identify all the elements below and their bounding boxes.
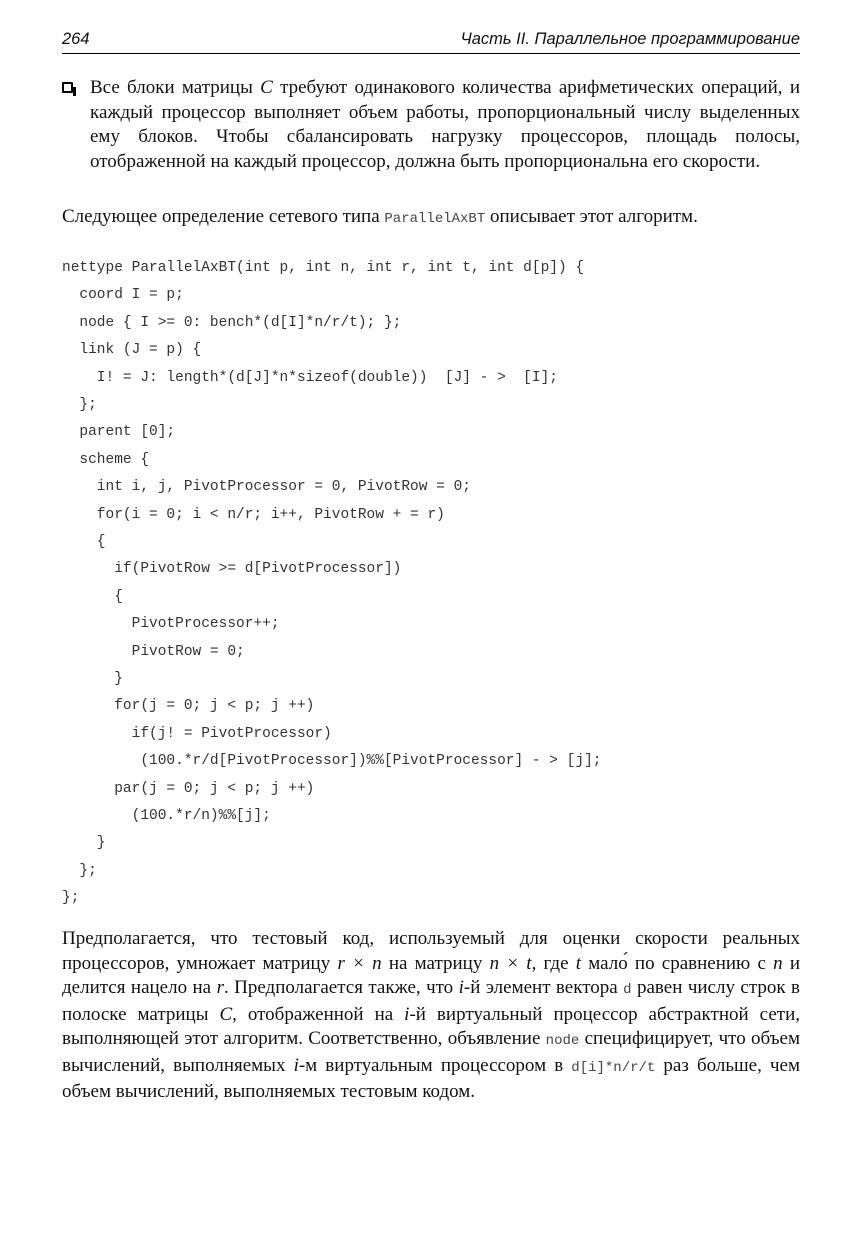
math-symbol: i [458, 977, 464, 998]
code-line: }; [62, 397, 97, 413]
math-symbol: i [293, 1054, 299, 1076]
math-symbol: C [219, 1003, 233, 1025]
math-expression: n × t [489, 952, 532, 974]
checkbox-bullet-icon [62, 82, 73, 93]
text-run: требуют одинакового количества арифметических операций, и каждый процессор выполняет объем работы, пропорциональный числу выделенных ему блоков. Чтобы сбалансировать нагрузку процессоров, площадь полосы, отображенной на каждый процессор, должна быть пропорциональна его скорости. [90, 77, 800, 172]
text-run: мало́ по сравнению с [581, 952, 774, 974]
inline-code: ParallelAxBT [384, 211, 486, 227]
code-line: (100.*r/d[PivotProcessor])%%[PivotProcessor] - > [j]; [62, 753, 602, 770]
bullet-text [90, 76, 800, 174]
code-line: }; [62, 862, 97, 879]
code-line: int i, j, PivotProcessor = 0, PivotRow = 0; [62, 479, 471, 496]
text-run: -й виртуальный процессор абстрактной сети, выполняющей этот алгоритм. Соответственно, объявление [62, 1003, 800, 1049]
math-symbol: n [773, 952, 783, 974]
text-run: , отображенной на [232, 1003, 405, 1025]
math-symbol: r [216, 977, 224, 998]
text-run: -й элемент вектора [463, 977, 624, 998]
text-run: на матрицу [381, 952, 490, 974]
code-line: scheme { [62, 451, 150, 468]
inline-code: node [545, 1033, 580, 1049]
code-line: for(j = 0; j < p; j ++) [62, 698, 315, 715]
code-line: if(j! = PivotProcessor) [62, 725, 332, 742]
inline-code: d[i]*n/r/t [571, 1059, 656, 1076]
code-line: parent [0]; [62, 424, 176, 441]
text-run: -м виртуальным процессором в [298, 1054, 572, 1076]
code-line: PivotProcessor++; [62, 616, 280, 633]
code-line: par(j = 0; j < p; j ++) [62, 780, 315, 797]
code-line: } [62, 835, 106, 852]
code-line: }; [62, 890, 80, 907]
inline-code: d [623, 982, 632, 998]
code-line: if(PivotRow >= d[PivotProcessor]) [62, 561, 402, 578]
math-symbol: C [260, 77, 273, 98]
math-expression: r × n [337, 952, 382, 974]
text-run: , где [531, 952, 576, 974]
code-line: PivotRow = 0; [62, 643, 245, 660]
text-run: описывает этот алгоритм. [485, 206, 698, 227]
text-run: и делится нацело на [62, 952, 801, 998]
code-line: (100.*r/n)%%[j]; [62, 808, 271, 824]
math-symbol: t [575, 952, 581, 974]
code-line: nettype ParallelAxBT(int p, int n, int r, int t, int d[p]) { [62, 260, 585, 276]
text-run: Следующее определение сетевого типа [62, 206, 385, 227]
text-run: Все блоки матрицы [90, 77, 261, 98]
code-line: { [62, 588, 123, 605]
part-title: Часть II. Параллельное программирование [460, 30, 800, 48]
page-number: 264 [62, 30, 90, 48]
paragraph-explanation [62, 927, 800, 1105]
code-line: link (J = p) { [62, 342, 202, 359]
paragraph-intro [62, 205, 800, 232]
bullet-item [62, 76, 800, 174]
code-line: for(i = 0; i < n/r; i++, PivotRow + = r) [62, 506, 445, 523]
text-run: раз больше, чем объем вычислений, выполняемых тестовым кодом. [62, 1054, 800, 1102]
header-rule [62, 53, 800, 54]
code-line: { [62, 534, 106, 550]
text-run: . Предполагается также, что [223, 977, 459, 998]
code-line: coord I = p; [62, 287, 184, 304]
text-run: Предполагается, что тестовый код, используемый для оценки скорости реальных процессоров, умножает матрицу [62, 928, 800, 974]
text-run: равен числу строк в полоске матрицы [62, 977, 801, 1025]
math-symbol: i [404, 1003, 410, 1025]
code-line: } [62, 671, 123, 687]
code-line: node { I >= 0: bench*(d[I]*n/r/t); }; [62, 314, 402, 331]
page-header [62, 30, 800, 54]
text-run: специфицирует, что объем вычислений, выполняемых [62, 1028, 800, 1076]
code-line: I! = J: length*(d[J]*n*sizeof(double)) [J] - > [I]; [62, 369, 558, 386]
